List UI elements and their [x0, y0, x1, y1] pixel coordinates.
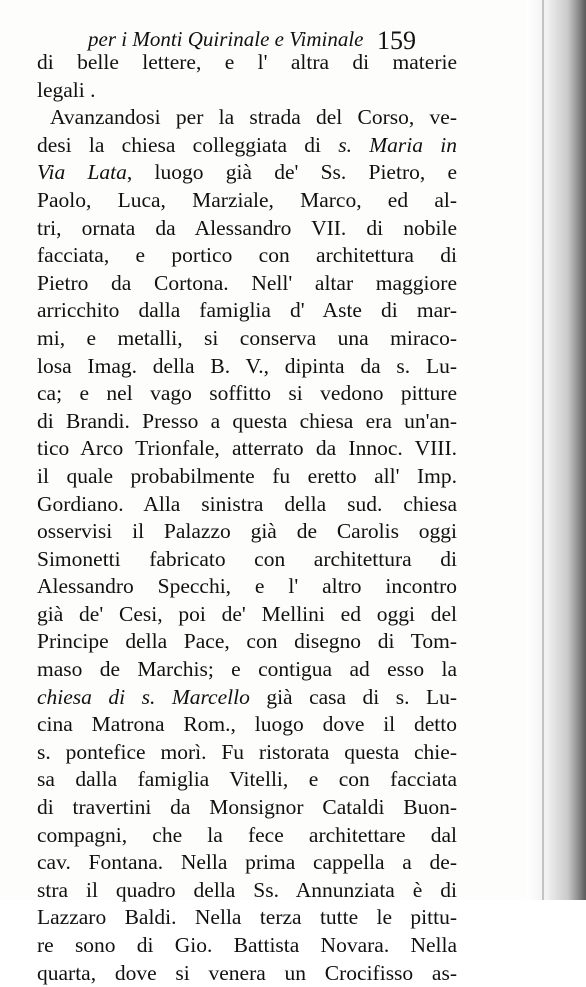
text-line: ca; e nel vago soffitto si vedono pitture: [37, 381, 457, 406]
text-line: Paolo, Luca, Marziale, Marco, ed al-: [37, 187, 457, 212]
text-line: Alessandro Specchi, e l' altro incontro: [37, 574, 457, 599]
text-line: Simonetti fabricato con architettura di: [37, 546, 457, 571]
text-line: già de' Cesi, poi de' Mellini ed oggi del: [37, 601, 457, 626]
text-line: stra il quadro della Ss. Annunziata è di: [37, 877, 457, 902]
text-line: di belle lettere, e l' altra di materie: [37, 50, 457, 74]
text-line: mi, e metalli, si conserva una miraco-: [37, 325, 457, 350]
text-line: legali .: [37, 77, 96, 102]
text-line: Principe della Pace, con disegno di Tom-: [37, 629, 457, 654]
text-line: cav. Fontana. Nella prima cappella a de-: [37, 850, 457, 875]
text-line: re sono di Gio. Battista Novara. Nella: [37, 933, 457, 957]
text-line: di travertini da Monsignor Cataldi Buon-: [37, 795, 457, 820]
text-line: compagni, che la fece architettare dal: [37, 822, 457, 847]
italic-run: Via Lata: [37, 160, 127, 185]
text-line: tri, ornata da Alessandro VII. di nobile: [37, 215, 457, 240]
text-line: arricchito dalla famiglia d' Aste di mar-: [37, 298, 457, 323]
text-run: già casa di s. Lu-: [249, 684, 457, 709]
text-line: sa dalla famiglia Vitelli, e con facciata: [37, 767, 457, 792]
text-line: Pietro da Cortona. Nell' altar maggiore: [37, 270, 457, 295]
text-line: maso de Marchis; e contigua ad esso la: [37, 657, 457, 682]
text-line: tico Arco Trionfale, atterrato da Innoc. VIII.: [37, 436, 457, 461]
italic-run: chiesa di s. Marcello: [37, 684, 250, 709]
text-line: il quale probabilmente fu eretto all' Imp.: [37, 463, 457, 488]
body-text: [37, 49, 457, 987]
text-line: cina Matrona Rom., luogo dove il detto: [37, 712, 457, 737]
page-number: 159: [377, 26, 416, 55]
text-line: [37, 684, 457, 712]
text-line: Lazzaro Baldi. Nella terza tutte le pittu-: [37, 905, 457, 930]
italic-run: s. Maria in: [338, 132, 458, 157]
text-line: [37, 159, 457, 187]
text-line: Avanzandosi per la strada del Corso, ve-: [50, 105, 457, 130]
text-line: [37, 132, 457, 160]
text-line: s. pontefice morì. Fu ristorata questa chie-: [37, 739, 457, 764]
text-line: osservisi il Palazzo già de Carolis oggi: [37, 519, 457, 544]
text-line: facciata, e portico con architettura di: [37, 243, 457, 268]
text-line: losa Imag. della B. V., dipinta da s. Lu-: [37, 353, 457, 378]
text-line: Gordiano. Alla sinistra della sud. chiesa: [37, 491, 457, 516]
text-run: desi la chiesa colleggiata di: [37, 132, 339, 157]
page-fold-line: [542, 0, 544, 900]
text-line: quarta, dove si venera un Crocifisso as-: [37, 960, 457, 985]
text-run: , luogo già de' Ss. Pietro, e: [126, 160, 457, 185]
text-line: di Brandi. Presso a questa chiesa era un'an-: [37, 408, 457, 433]
running-title: per i Monti Quirinale e Viminale: [88, 27, 364, 51]
page-gutter-shadow: [526, 0, 586, 900]
